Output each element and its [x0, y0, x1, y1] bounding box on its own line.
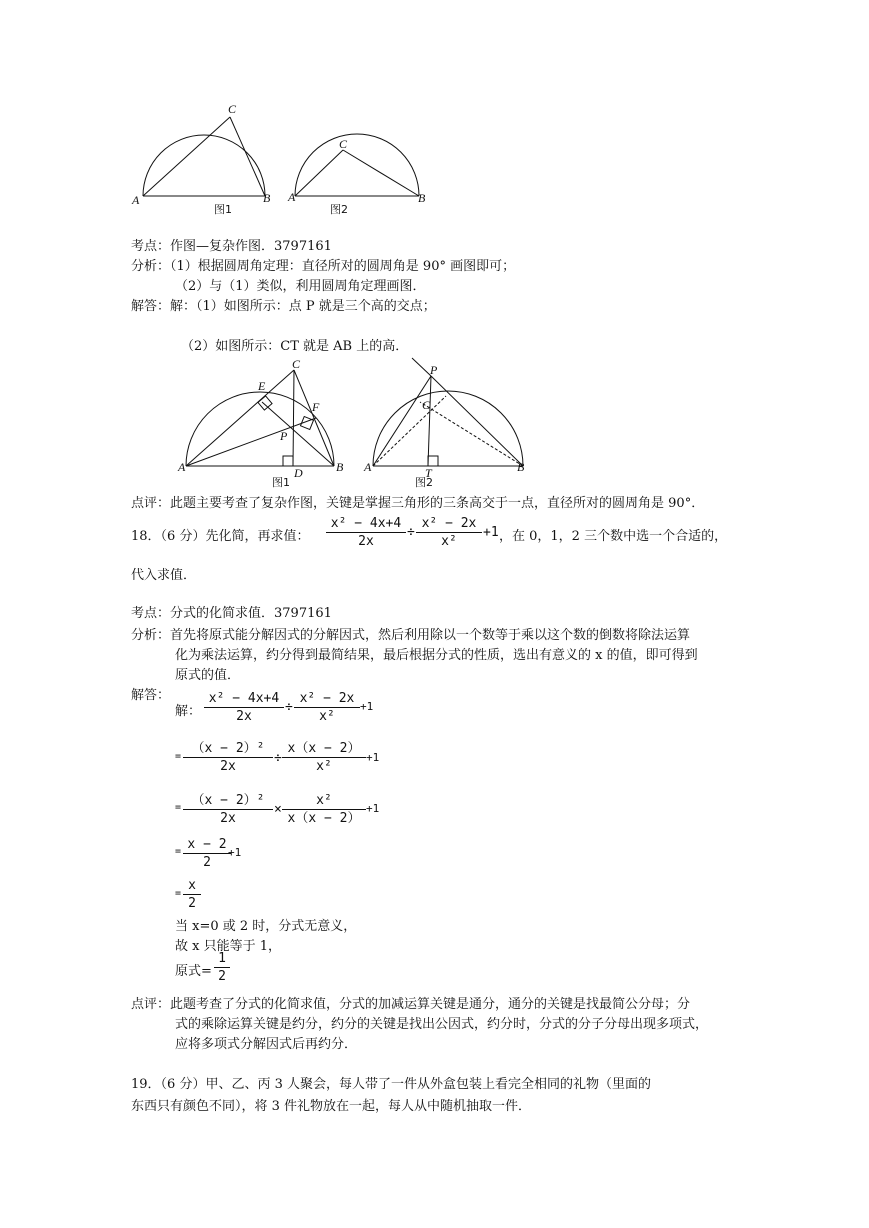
divide-sign: ÷: [274, 751, 282, 766]
fenxi-line-3: 原式的值．: [175, 668, 241, 683]
equals-sign: =: [175, 888, 182, 899]
label-b: B: [336, 460, 344, 474]
kaodian-line: [131, 602, 332, 621]
fraction-denominator: 2x: [358, 534, 374, 549]
label-a: A: [132, 193, 140, 207]
label-b: B: [263, 191, 271, 205]
q18-line-2: 代入求值．: [131, 568, 197, 583]
divide-sign: ÷: [285, 700, 293, 715]
step1-fraction-2: [282, 740, 366, 775]
fenxi-line-1: [131, 624, 690, 643]
plus-one: +1: [483, 525, 499, 540]
fraction-numerator: x（x − 2）: [282, 740, 366, 758]
label-a: A: [288, 190, 296, 204]
fraction-numerator: x² − 2x: [416, 515, 482, 533]
dianping-text: 此题主要考查了复杂作图，关键是掌握三角形的三条高交于一点，直径所对的圆周角是 90°．: [170, 496, 705, 511]
kaodian-text: 分式的化简求值．3797161: [170, 606, 332, 621]
kaodian-label: 考点：: [131, 606, 171, 621]
jieda-label: 解答：: [131, 688, 171, 703]
label-c: C: [292, 357, 301, 371]
label-a: A: [178, 460, 186, 474]
q18-head: 18．（6 分）先化简，再求值：: [131, 529, 310, 544]
kaodian-label: 考点：: [131, 239, 171, 254]
divide-sign: ÷: [407, 525, 415, 540]
figure-caption-1: 图1: [272, 476, 290, 489]
dianping-line: [131, 492, 704, 511]
fenxi-label: 分析：: [131, 259, 171, 274]
fraction-numerator: x² − 4x+4: [326, 515, 406, 533]
label-p: P: [430, 363, 438, 377]
fenxi-text: 首先将原式能分解因式的分解因式，然后利用除以一个数等于乘以这个数的倒数将除法运算: [170, 628, 691, 643]
label-e: E: [258, 379, 266, 393]
fraction-numerator: x: [183, 877, 201, 895]
fraction-denominator: x²: [319, 709, 335, 724]
step0-fraction-1: [204, 690, 284, 725]
step0-fraction-2: [294, 690, 360, 725]
dianping-line-3: 应将多项式分解因式后再约分．: [175, 1037, 358, 1052]
label-b: B: [517, 460, 525, 474]
figure-caption-1: 图1: [214, 203, 232, 216]
step2-fraction-1: [183, 792, 273, 827]
plus-one: +1: [366, 751, 380, 764]
fenxi-line-2: （2）与（1）类似，利用圆周角定理画图．: [175, 279, 426, 294]
figure-caption-2: 图2: [330, 203, 348, 216]
times-sign: ×: [274, 802, 282, 817]
fenxi-text: （1）根据圆周角定理：直径所对的圆周角是 90° 画图即可；: [170, 259, 516, 274]
figure-caption-2: 图2: [415, 476, 433, 489]
label-f: F: [312, 400, 320, 414]
fraction-numerator: x²: [282, 792, 366, 810]
q19-line-1: 19．（6 分）甲、乙、丙 3 人聚会，每人带了一件从外盒包装上看完全相同的礼物（里面的: [131, 1077, 651, 1092]
jie-label: 解：: [175, 704, 202, 719]
q19-line-2: 东西只有颜色不同），将 3 件礼物放在一起，每人从中随机抽取一件．: [131, 1099, 532, 1114]
jieda-text: 解：（1）如图所示：点 P 就是三个高的交点；: [170, 299, 436, 314]
label-b: B: [418, 191, 426, 205]
fraction-denominator: 2x: [236, 709, 252, 724]
equals-sign: =: [175, 846, 182, 857]
equals-sign: =: [175, 802, 182, 813]
dianping-text: 此题考查了分式的化简求值，分式的加减运算关键是通分，通分的关键是找最简公分母；分: [170, 997, 691, 1012]
step1-fraction-1: [183, 740, 273, 775]
label-d: D: [294, 466, 303, 480]
fraction-numerator: x² − 2x: [294, 690, 360, 708]
q18-fraction-2: [416, 515, 482, 550]
plus-one: +1: [366, 802, 380, 815]
fraction-numerator: （x − 2）²: [183, 792, 273, 810]
label-p: P: [280, 429, 288, 443]
label-c: C: [228, 102, 237, 116]
fraction-denominator: 2x: [220, 811, 236, 826]
jieda-label: 解答：: [131, 299, 171, 314]
label-a: A: [364, 460, 372, 474]
dianping-line-1: [131, 993, 690, 1012]
fraction-denominator: 2x: [220, 759, 236, 774]
step3-fraction: [183, 836, 231, 871]
result-fraction: [214, 950, 230, 985]
q18-fraction-1: [326, 515, 406, 550]
fraction-denominator: 2: [188, 896, 196, 911]
plus-one: +1: [228, 846, 242, 859]
label-c: C: [422, 398, 431, 412]
plus-one: +1: [360, 700, 374, 713]
fraction-denominator: x（x − 2）: [287, 811, 361, 826]
fraction-numerator: （x − 2）²: [183, 740, 273, 758]
fraction-denominator: 2: [203, 855, 211, 870]
fraction-numerator: x − 2: [183, 836, 231, 854]
fraction-denominator: x²: [316, 759, 332, 774]
step2-fraction-2: [282, 792, 366, 827]
note-line-1: 当 x=0 或 2 时，分式无意义，: [175, 919, 357, 934]
fraction-numerator: x² − 4x+4: [204, 690, 284, 708]
q18-tail: ，在 0，1，2 三个数中选一个合适的，: [499, 529, 728, 544]
equals-sign: =: [175, 751, 182, 762]
dianping-line-2: 式的乘除运算关键是约分，约分的关键是找出公因式，约分时，分式的分子分母出现多项式，: [175, 1017, 709, 1032]
fraction-numerator: 1: [214, 950, 230, 968]
step4-fraction: [183, 877, 201, 912]
dianping-label: 点评：: [131, 997, 171, 1012]
fenxi-line-2: 化为乘法运算，约分得到最简结果，最后根据分式的性质，选出有意义的 x 的值，即可得到: [175, 648, 698, 663]
label-t: T: [425, 466, 432, 480]
label-c: C: [339, 137, 348, 151]
dianping-label: 点评：: [131, 496, 171, 511]
fenxi-label: 分析：: [131, 628, 171, 643]
result-label: 原式=: [175, 964, 212, 979]
kaodian-text: 作图—复杂作图．3797161: [170, 239, 332, 254]
fraction-denominator: x²: [441, 534, 457, 549]
note-line-2: 故 x 只能等于 1，: [175, 939, 281, 954]
fraction-denominator: 2: [218, 969, 226, 984]
jieda-line-2: （2）如图所示：CT 就是 AB 上的高．: [181, 339, 409, 354]
